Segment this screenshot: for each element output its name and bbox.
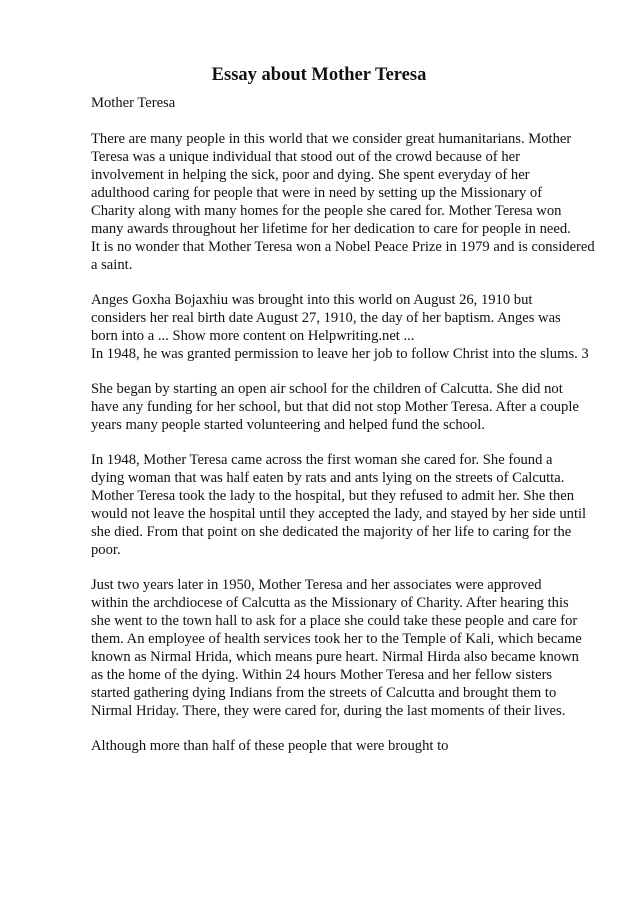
text-line: There are many people in this world that we consider great humanitarians. Mother [91,131,572,147]
text-line: years many people started volunteering and helped fund the school. [91,417,485,433]
text-line: she died. From that point on she dedicated the majority of her life to caring for the [91,524,572,540]
text-line: within the archdiocese of Calcutta as the Missionary of Charity. After hearing this [91,595,569,611]
text-line: them. An employee of health services took her to the Temple of Kali, which became [91,631,582,647]
text-line: started gathering dying Indians from the streets of Calcutta and brought them to [91,685,557,701]
text-line: would not leave the hospital until they accepted the lady, and stayed by her side until [91,506,587,522]
text-line: In 1948, Mother Teresa came across the first woman she cared for. She found a [91,452,553,468]
text-line: poor. [91,542,121,558]
text-line: born into a ... Show more content on Helpwriting.net ... [91,328,415,344]
page-title: Essay about Mother Teresa [211,65,427,85]
text-line: many awards throughout her lifetime for her dedication to care for people in need. [91,221,571,237]
text-line: Teresa was a unique individual that stood out of the crowd because of her [91,149,520,165]
text-line: Nirmal Hriday. There, they were cared for, during the last moments of their lives. [91,703,566,719]
paragraph [91,130,601,274]
text-line: Just two years later in 1950, Mother Teresa and her associates were approved [91,577,542,593]
text-line: adulthood caring for people that were in need by setting up the Missionary of [91,185,543,201]
text-line: as the home of the dying. Within 24 hours Mother Teresa and her fellow sisters [91,667,553,683]
text-line: considers her real birth date August 27, 1910, the day of her baptism. Anges was [91,310,561,326]
text-line: involvement in helping the sick, poor and dying. She spent everyday of her [91,167,530,183]
text-line: She began by starting an open air school for the children of Calcutta. She did not [91,381,563,397]
text-line: known as Nirmal Hrida, which means pure heart. Nirmal Hirda also became known [91,649,579,665]
text-line: have any funding for her school, but that did not stop Mother Teresa. After a couple [91,399,579,415]
document-subtitle: Mother Teresa [91,95,176,111]
text-line: In 1948, he was granted permission to leave her job to follow Christ into the slums. 3 [91,346,589,362]
text-line: Charity along with many homes for the people she cared for. Mother Teresa won [91,203,562,219]
paragraph [91,737,601,755]
paragraph [91,451,601,559]
paragraph [91,576,601,720]
paragraph [91,380,601,434]
text-line: Although more than half of these people that were brought to [91,738,449,754]
text-line: she went to the town hall to ask for a place she could take these people and care for [91,613,578,629]
text-line: Mother Teresa took the lady to the hospital, but they refused to admit her. She then [91,488,575,504]
essay-body [91,130,601,772]
text-line: dying woman that was half eaten by rats and ants lying on the streets of Calcutta. [91,470,565,486]
paragraph [91,291,601,363]
text-line: It is no wonder that Mother Teresa won a Nobel Peace Prize in 1979 and is considered [91,239,595,255]
text-line: Anges Goxha Bojaxhiu was brought into this world on August 26, 1910 but [91,292,533,308]
text-line: a saint. [91,257,133,273]
